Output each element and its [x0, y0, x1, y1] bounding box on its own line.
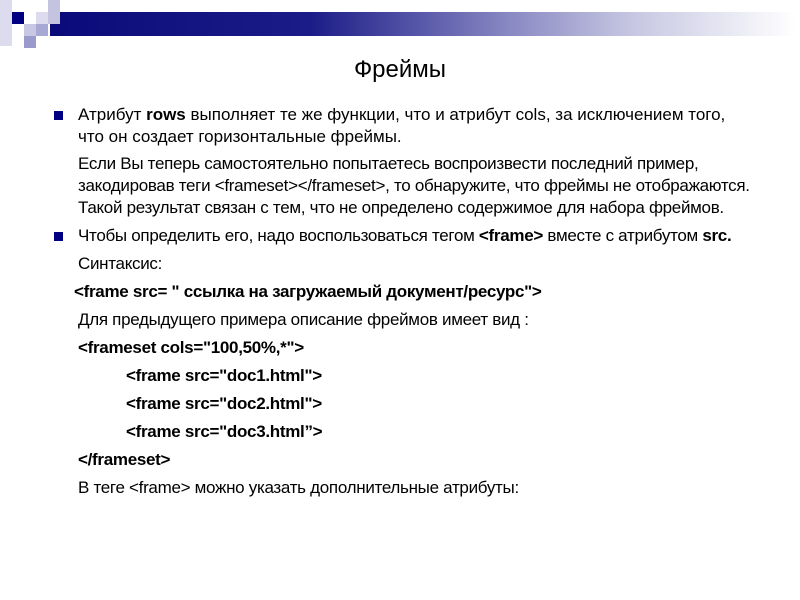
bullet-2-bold2: src. — [702, 226, 732, 245]
decor-square-navy — [12, 12, 24, 24]
bullet-2-text-a: Чтобы определить его, надо воспользоваться тегом — [78, 226, 479, 245]
decor-square-mid — [48, 0, 60, 24]
code-text: </frameset> — [78, 450, 171, 469]
square-bullet-icon — [54, 111, 63, 120]
decor-square-lav — [24, 24, 36, 36]
syntax-code — [54, 278, 754, 306]
bullet-2 — [54, 225, 754, 247]
decor-square-light — [0, 0, 12, 46]
slide-body — [54, 104, 754, 502]
code-line-1 — [54, 334, 754, 362]
decor-square-lav2 — [36, 24, 48, 36]
closing-text: В теге <frame> можно указать дополнительные атрибуты: — [78, 478, 519, 497]
paragraph-frameset-note: Если Вы теперь самостоятельно попытаетесь воспроизвести последний пример, закодировав теги <frameset></frameset>, то обнаружите, что фреймы не отображаются. Такой результат связан с тем, что не определено содержимое для набора фреймов. — [78, 154, 750, 217]
bullet-1-text-b: выполняет те же функции, что и атрибут cols, за исключением того, что он создает горизонтальные фреймы. — [78, 105, 726, 146]
code-line-4 — [54, 418, 754, 446]
example-intro: Для предыдущего примера описание фреймов имеет вид : — [78, 310, 529, 329]
code-text: <frame src="doc3.html”> — [126, 422, 323, 441]
decor-square-pale — [36, 12, 48, 24]
bullet-1-text-a: Атрибут — [78, 105, 147, 124]
syntax-code-text: <frame src= " ссылка на загружаемый документ/ресурс"> — [74, 282, 542, 301]
code-line-3 — [54, 390, 754, 418]
square-bullet-icon — [54, 232, 63, 241]
header-gradient-bar — [50, 12, 795, 36]
slide-title: Фреймы — [353, 56, 447, 83]
code-line-5 — [54, 446, 754, 474]
bullet-2-bold: <frame> — [478, 226, 543, 245]
code-line-2 — [54, 362, 754, 390]
code-text: <frameset cols="100,50%,*"> — [78, 338, 304, 357]
bullet-1 — [54, 104, 754, 148]
syntax-label: Синтаксис: — [78, 254, 163, 273]
bullet-1-bold: rows — [146, 105, 186, 124]
decor-square-bottom — [24, 36, 36, 48]
bullet-2-text-b: вместе с атрибутом — [542, 226, 703, 245]
code-text: <frame src="doc2.html"> — [126, 394, 322, 413]
code-text: <frame src="doc1.html"> — [126, 366, 322, 385]
